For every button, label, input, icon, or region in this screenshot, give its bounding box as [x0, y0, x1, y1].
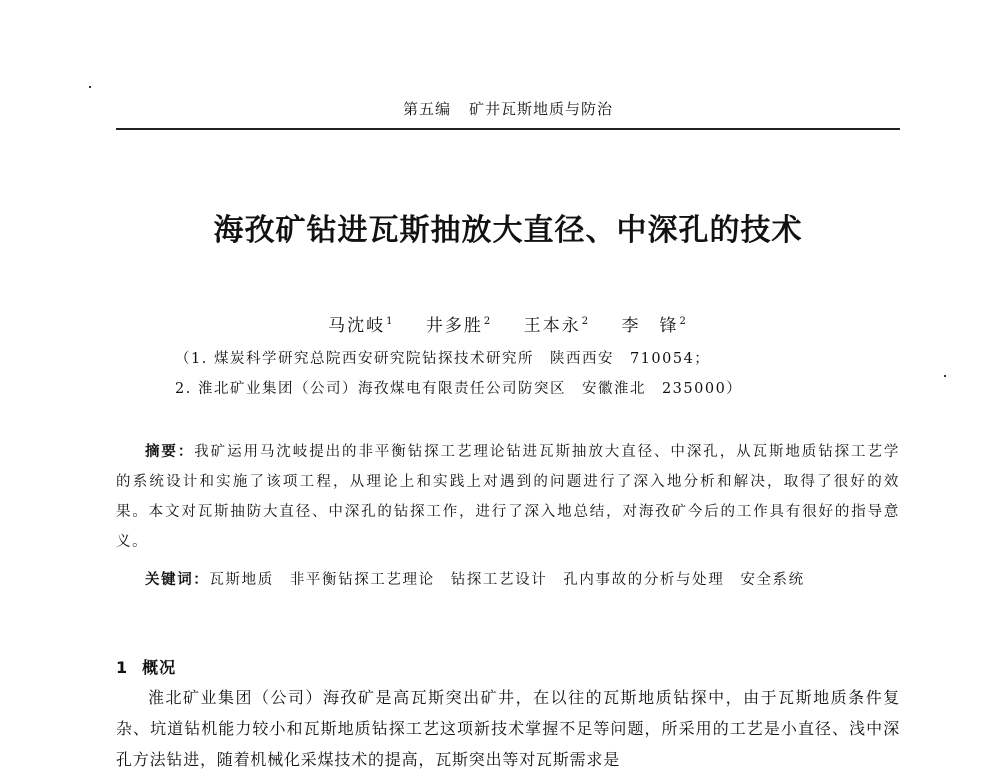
affiliation-line: （1. 煤炭科学研究总院西安研究院钻探技术研究所 陕西西安 710054；	[175, 351, 711, 367]
author-name: 井多胜	[425, 316, 483, 336]
keyword: 孔内事故的分析与处理	[563, 572, 725, 588]
author	[621, 311, 687, 336]
author-name: 王本永	[523, 316, 581, 336]
author	[426, 311, 492, 336]
keyword: 安全系统	[740, 572, 805, 588]
header-part-title: 矿井瓦斯地质与防治	[469, 100, 614, 118]
section-title: 概况	[142, 658, 177, 677]
author-affiliation-mark: 2	[483, 316, 493, 328]
author-name: 马沈岐	[328, 316, 386, 336]
header-part: 第五编	[402, 100, 451, 118]
author-affiliation-mark: 1	[386, 316, 395, 328]
keywords-label: 关键词：	[145, 572, 210, 588]
abstract-text: 我矿运用马沈岐提出的非平衡钻探工艺理论钻进瓦斯抽放大直径、中深孔，从瓦斯地质钻探工艺学的系统设计和实施了该项工程，从理论上和实践上对遇到的问题进行了深入地分析和解决，取得了很好的效果。本文对瓦斯抽防大直径、中深孔的钻探工作，进行了深入地总结，对海孜矿今后的工作具有很好的指导意义。	[116, 444, 900, 550]
author-name: 李 锋	[621, 316, 679, 336]
section-number: 1	[116, 658, 129, 677]
paper-title: 海孜矿钻进瓦斯抽放大直径、中深孔的技术	[213, 213, 803, 248]
author-affiliation-mark: 2	[581, 316, 591, 328]
running-header	[116, 98, 900, 119]
author	[524, 311, 590, 336]
scan-speck	[944, 375, 946, 377]
author	[328, 311, 394, 336]
author-list	[116, 311, 900, 336]
affiliation-line: 2. 淮北矿业集团（公司）海孜煤电有限责任公司防突区 安徽淮北 235000）	[175, 381, 743, 397]
scan-speck	[89, 86, 91, 88]
author-affiliation-mark: 2	[679, 316, 688, 328]
keyword: 瓦斯地质	[209, 572, 274, 588]
abstract-label: 摘要：	[145, 444, 195, 460]
keyword: 钻探工艺设计	[450, 572, 548, 588]
keywords	[116, 565, 900, 595]
abstract	[116, 437, 900, 557]
keyword: 非平衡钻探工艺理论	[289, 572, 435, 588]
header-rule	[116, 128, 900, 130]
section-heading	[116, 655, 176, 678]
section-body: 淮北矿业集团（公司）海孜矿是高瓦斯突出矿井，在以往的瓦斯地质钻探中，由于瓦斯地质条件复杂、坑道钻机能力较小和瓦斯地质钻探工艺这项新技术掌握不足等问题，所采用的工艺是小直径、浅中深孔方法钻进，随着机械化采煤技术的提高，瓦斯突出等对瓦斯需求是	[116, 688, 900, 769]
